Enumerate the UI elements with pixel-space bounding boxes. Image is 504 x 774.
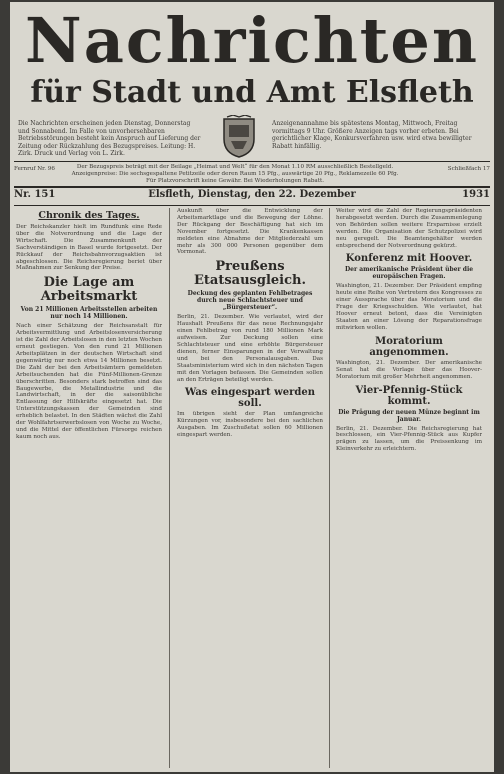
article-text: Weiter wird die Zahl der Regierungspräsidenten herabgesetzt werden. Durch die Zusammenlegung von Behörden sollen weitere Ersparnisse erzielt werden. Die Organisation der Schutzpolizei wird neu geregelt. Die Beamtengehälter werden entsprechend der Notverordnung gekürzt. [336,208,482,249]
right-ear-notice: Anzeigenannahme bis spätestens Montag, Mittwoch, Freitag vormittags 9 Uhr. Größere Anzeigen tags vorher erbeten. Bei gerichtlicher Klage, Konkursverfahren usw. wird etwa bewilligter Rabatt hinfällig. [272,120,472,150]
masthead-title: Nachrichten [25,4,479,77]
po-box: Schließfach 17 [447,166,490,172]
coat-of-arms-icon [221,115,257,159]
phone-number: Fernruf Nr. 96 [14,166,55,172]
dateline [14,188,490,204]
article-text: Berlin, 21. Dezember. Wie verlautet, wird der Haushalt Preußens für das neue Rechnungsjahr einen Fehlbetrag von rund 180 Millionen Mark aufweisen. Zur Deckung sollen eine Schlachtsteuer und eine erhöhte Bürgersteuer dienen, ferner Einsparungen in der Verwaltung und bei den Personalausgaben. Das Staatsministerium wird sich in den nächsten Tagen mit den Vorlagen befassen. Die Gemeinden sollen an den Erträgen beteiligt werden. [177,314,323,383]
column-1 [16,208,162,768]
article-deck: Der amerikanische Präsident über die europäischen Fragen. [344,266,474,281]
article-text: Washington, 21. Dezember. Der Präsident empfing heute eine Reihe von Vertretern des Kongresses zu einer Aussprache über das Moratorium und die Frage der Kriegsschulden. Wie verlautet, hat Hoover erneut betont, dass die Vereinigten Staaten an einer Lösung der Reparationsfrage mitwirken wollen. [336,283,482,331]
article-text: Auskunft über die Entwicklung der Arbeitsmarktlage und die Bewegung der Löhne. Der Rückgang der Beschäftigung hat sich im November fortgesetzt. Die Krankenkassen meldeten eine Abnahme der Mitgliederzahl um mehr als 300 000 Personen gegenüber dem Vormonat. [177,208,323,256]
issue-date: Elsfleth, Dienstag, den 22. Dezember [148,189,356,200]
article-text: Im übrigen sieht der Plan umfangreiche Kürzungen vor, insbesondere bei den sachlichen Ausgaben. Im Zuschußetat sollen 60 Millionen eingespart werden. [177,411,323,439]
issue-number: Nr. 151 [14,189,56,200]
issue-year: 1931 [462,189,490,200]
article-heading: Preußens Etatsausgleich. [194,259,306,289]
article-heading: Moratorium angenommen. [369,335,449,358]
article-text: Nach einer Schätzung der Reichsanstalt für Arbeitsvermittlung und Arbeitslosenversicherung ist die Zahl der Arbeitslosen in den letzten Wochen erneut gestiegen. Von den rund 21 Millionen Arbeitsplätzen in der deutschen Wirtschaft sind gegenwärtig nur noch etwa 14 Millionen besetzt. Die Zahl der bei den Arbeitsämtern gemeldeten Arbeitsuchenden hat die Fünf-Millionen-Grenze überschritten. Besonders stark betroffen sind das Baugewerbe, die Metallindustrie und die Landwirtschaft, in der die saisonübliche Entlassung der Hilfskräfte eingesetzt hat. Die Unterstützungskassen der Gemeinden sind erheblich belastet. In den Städten wächst die Zahl der Wohlfahrtserwerbslosen von Woche zu Woche, und die Mittel der öffentlichen Fürsorge reichen kaum noch aus. [16,323,162,440]
article-deck: Die Prägung der neuen Münze beginnt im Januar. [338,408,480,423]
column-2 [177,208,323,768]
pricing-info: Der Bezugspreis beträgt mit der Beilage „Heimat und Welt“ für den Monat 1.10 RM ausschließlich Bestellgeld. Anzeigenpreise: Die sechsgespaltene Petitzeile oder deren Raum 15 Pfg., auswärtige 20 Pfg., Reklamezeile 60 Pfg. Für Platzvorschrift keine Gewähr. Bei Wiederholungen Rabatt. [71,164,399,184]
newspaper-page [10,2,494,772]
divider [14,205,490,206]
divider [14,161,490,162]
article-deck: Deckung des geplanten Fehlbetrages durch neue Schlachtsteuer und „Bürgersteuer“. [187,290,313,312]
column-rule [329,208,330,768]
article-text: Washington, 21. Dezember. Der amerikanische Senat hat die Vorlage über das Hoover-Moratorium mit großer Mehrheit angenommen. [336,359,482,380]
masthead-subtitle: für Stadt und Amt Elsfleth [30,75,474,110]
article-text: Berlin, 21. Dezember. Die Reichsregierung hat beschlossen, ein Vier-Pfennig-Stück aus Kupfer prägen zu lassen, um die Preissenkung im Kleinverkehr zu erleichtern. [336,425,482,453]
column-rule [169,208,170,768]
article-deck: Von 21 Millionen Arbeitsstellen arbeiten nur noch 14 Millionen. [20,306,158,321]
article-heading: Was eingespart werden soll. [184,387,316,410]
article-heading: Die Lage am Arbeitsmarkt [40,275,138,305]
article-text: Der Reichskanzler hielt im Rundfunk eine Rede über die Notverordnung und die Lage der Wirtschaft. Die Zusammenkunft der Sachverständigen in Basel wurde fortgesetzt. Der Rückkauf der Reichsbahnvorzugsaktien ist abgeschlossen. Die Reichsregierung beriet über Maßnahmen zur Senkung der Preise. [16,224,162,272]
article-heading: Konferenz mit Hoover. [345,253,473,265]
left-ear-notice: Die Nachrichten erscheinen jeden Dienstag, Donnerstag und Sonnabend. Im Falle von unvorhersehbaren Betriebsstörungen besteht kein Anspruch auf Lieferung der Zeitung oder Rückzahlung des Bezugspreises. Leitung: H. Zirk. Druck und Verlag von L. Zirk. [18,120,201,158]
article-heading: Chronik des Tages. [38,210,140,221]
article-heading: Vier-Pfennig-Stück kommt. [355,384,463,407]
column-3 [336,208,482,768]
